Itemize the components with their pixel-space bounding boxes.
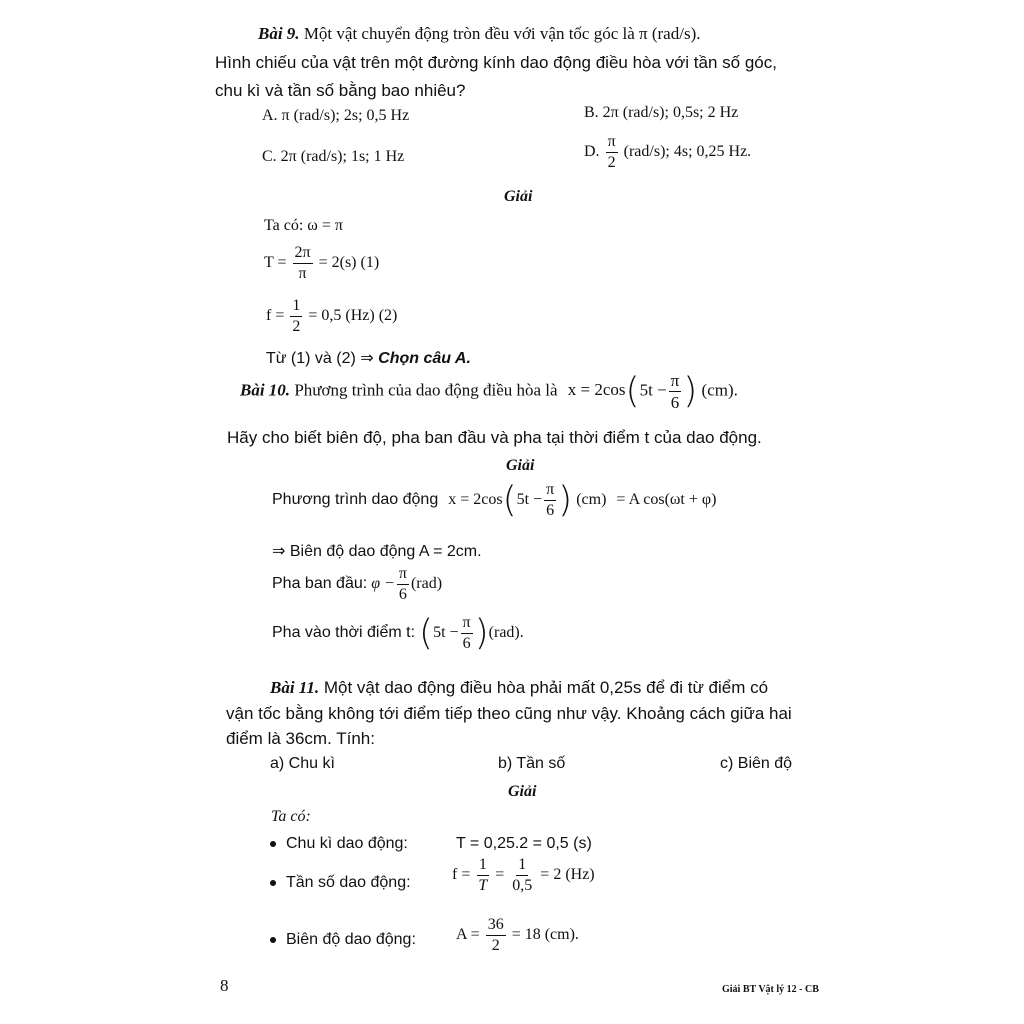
bai10-equation (272, 479, 717, 521)
phase-prefix: Pha vào thời điểm t: (272, 624, 416, 642)
bullet-icon (270, 880, 276, 886)
bai11-ta-co: Ta có: (271, 808, 311, 825)
fraction-numerator: 2π (293, 245, 313, 264)
fraction-denominator: π (298, 265, 307, 282)
amplitude-label: Biên độ dao động: (286, 931, 416, 948)
formula-rhs: = 18 (cm). (511, 926, 579, 944)
bai9-option-b: B. 2π (rad/s); 0,5s; 2 Hz (584, 104, 739, 121)
bai11-part-b: b) Tần số (498, 755, 566, 772)
phase-prefix: Pha ban đầu: (272, 575, 368, 593)
formula-rhs: = 2 (Hz) (540, 866, 595, 884)
fraction (461, 615, 473, 652)
fraction (486, 917, 506, 954)
frequency-label: Tần số dao động: (286, 874, 411, 891)
bai11-question-line2: vận tốc bằng không tới điểm tiếp theo cũng như vậy. Khoảng cách giữa hai (226, 704, 792, 723)
fraction (669, 372, 682, 411)
bai11-period-row (270, 835, 408, 853)
fraction-denominator: 6 (546, 502, 555, 519)
fraction-numerator: π (606, 134, 618, 153)
bai9-question-text: Một vật chuyển động tròn đều với vận tốc góc là π (rad/s). (303, 24, 701, 43)
bai9-frequency-formula (266, 298, 397, 335)
bai10-question-text: Phương trình của dao động điều hòa là (294, 380, 558, 400)
page-number: 8 (220, 976, 229, 995)
bai9-heading: Bài 9. (258, 24, 300, 43)
fraction-denominator: 6 (462, 635, 471, 652)
bai11-heading: Bài 11. (270, 678, 320, 697)
bai9-option-a: A. π (rad/s); 2s; 0,5 Hz (262, 107, 410, 124)
equation-lhs: x = 2cos (567, 380, 626, 400)
formula-rhs: = 0,5 (Hz) (2) (308, 307, 398, 325)
bai9-question-line3: chu kì và tần số bằng bao nhiêu? (215, 81, 466, 100)
bai10-phase-at-t (272, 612, 524, 654)
bai9-option-d (584, 134, 751, 171)
bai9-question-line1 (258, 24, 700, 44)
fraction-numerator: 36 (486, 917, 506, 936)
formula-lhs: f = (266, 307, 285, 325)
equation-inner: 5t − (516, 491, 543, 509)
bai11-question-line1 (270, 678, 768, 698)
fraction-numerator: π (397, 566, 409, 585)
fraction-denominator: 6 (398, 586, 407, 603)
bai10-solution-heading: Giải (506, 457, 535, 474)
fraction-numerator: π (461, 615, 473, 634)
paren-open: ( (502, 479, 517, 521)
phase-unit: (rad) (410, 575, 443, 593)
bullet-icon (270, 841, 276, 847)
bai11-solution-heading: Giải (508, 783, 537, 800)
fraction-denominator: 6 (670, 393, 680, 412)
bai10-initial-phase (272, 566, 442, 603)
phase-inner: 5t − (433, 624, 459, 642)
bai11-question-line3: điểm là 36cm. Tính: (226, 729, 375, 748)
paren-close: ) (474, 612, 489, 654)
bai9-option-d-prefix: D. (584, 143, 600, 161)
fraction-numerator: 1 (290, 298, 302, 317)
fraction (510, 857, 534, 894)
fraction (544, 482, 556, 519)
fraction-denominator: 2 (292, 318, 301, 335)
bai11-part-a: a) Chu kì (270, 755, 335, 772)
page-footer-title: Giải BT Vật lý 12 - CB (722, 984, 819, 995)
bai10-question-line1 (240, 372, 738, 411)
paren-open: ( (419, 612, 434, 654)
fraction-numerator: 1 (516, 857, 528, 876)
bai11-frequency-formula (452, 857, 595, 894)
bai11-part-c: c) Biên độ (720, 755, 793, 772)
formula-lhs: T = (264, 254, 287, 272)
phase-unit: (rad). (488, 624, 524, 642)
equation-prefix: Phương trình dao động (272, 491, 439, 509)
bai9-option-d-suffix: (rad/s); 4s; 0,25 Hz. (623, 143, 752, 161)
bai9-option-c: C. 2π (rad/s); 1s; 1 Hz (262, 148, 405, 165)
fraction (293, 245, 313, 282)
fraction-numerator: 1 (477, 857, 489, 876)
period-label: Chu kì dao động: (286, 835, 408, 852)
fraction (397, 566, 409, 603)
fraction-denominator: 0,5 (512, 877, 533, 894)
equation-lhs: x = 2cos (448, 491, 503, 509)
paren-close: ) (683, 370, 698, 412)
paren-close: ) (558, 479, 573, 521)
formula-rhs: = 2(s) (1) (318, 254, 380, 272)
paren-open: ( (625, 370, 640, 412)
formula-equals: = (495, 866, 505, 884)
fraction-numerator: π (544, 482, 556, 501)
fraction (290, 298, 302, 335)
conclusion-prefix: Từ (1) và (2) ⇒ (266, 350, 374, 367)
formula-lhs: A = (456, 926, 480, 944)
fraction-denominator: 2 (491, 937, 500, 954)
bai9-conclusion (266, 348, 471, 368)
fraction-denominator: 2 (607, 154, 616, 171)
bai9-question-line2: Hình chiếu của vật trên một đường kính dao động điều hòa với tần số góc, (215, 53, 777, 72)
fraction-denominator: T (478, 877, 488, 894)
equation-rhs: = A cos(ωt + φ) (616, 491, 717, 509)
bai11-period-value: T = 0,25.2 = 0,5 (s) (456, 835, 592, 852)
bai10-heading: Bài 10. (240, 380, 291, 400)
bai9-ta-co: Ta có: ω = π (264, 217, 343, 234)
bai10-question-line2: Hãy cho biết biên độ, pha ban đầu và pha tại thời điểm t của dao động. (227, 428, 762, 447)
fraction-numerator: π (670, 371, 680, 390)
fraction (606, 134, 618, 171)
phase-lhs: φ − (371, 575, 395, 593)
bullet-icon (270, 937, 276, 943)
equation-inner: 5t − (639, 380, 667, 400)
bai11-amplitude-formula (456, 917, 579, 954)
bai9-period-formula (264, 245, 379, 282)
bai9-solution-heading: Giải (504, 188, 533, 205)
fraction (476, 857, 489, 894)
equation-unit: (cm) (576, 491, 607, 509)
bai11-frequency-row (270, 874, 411, 892)
equation-unit: (cm). (701, 380, 738, 400)
bai11-amplitude-row (270, 931, 416, 949)
bai11-question-text: Một vật dao động điều hòa phải mất 0,25s để đi từ điểm có (323, 678, 769, 697)
bai10-amplitude: ⇒ Biên độ dao động A = 2cm. (272, 543, 482, 560)
conclusion-answer: Chọn câu A. (378, 350, 471, 367)
formula-lhs: f = (452, 866, 471, 884)
